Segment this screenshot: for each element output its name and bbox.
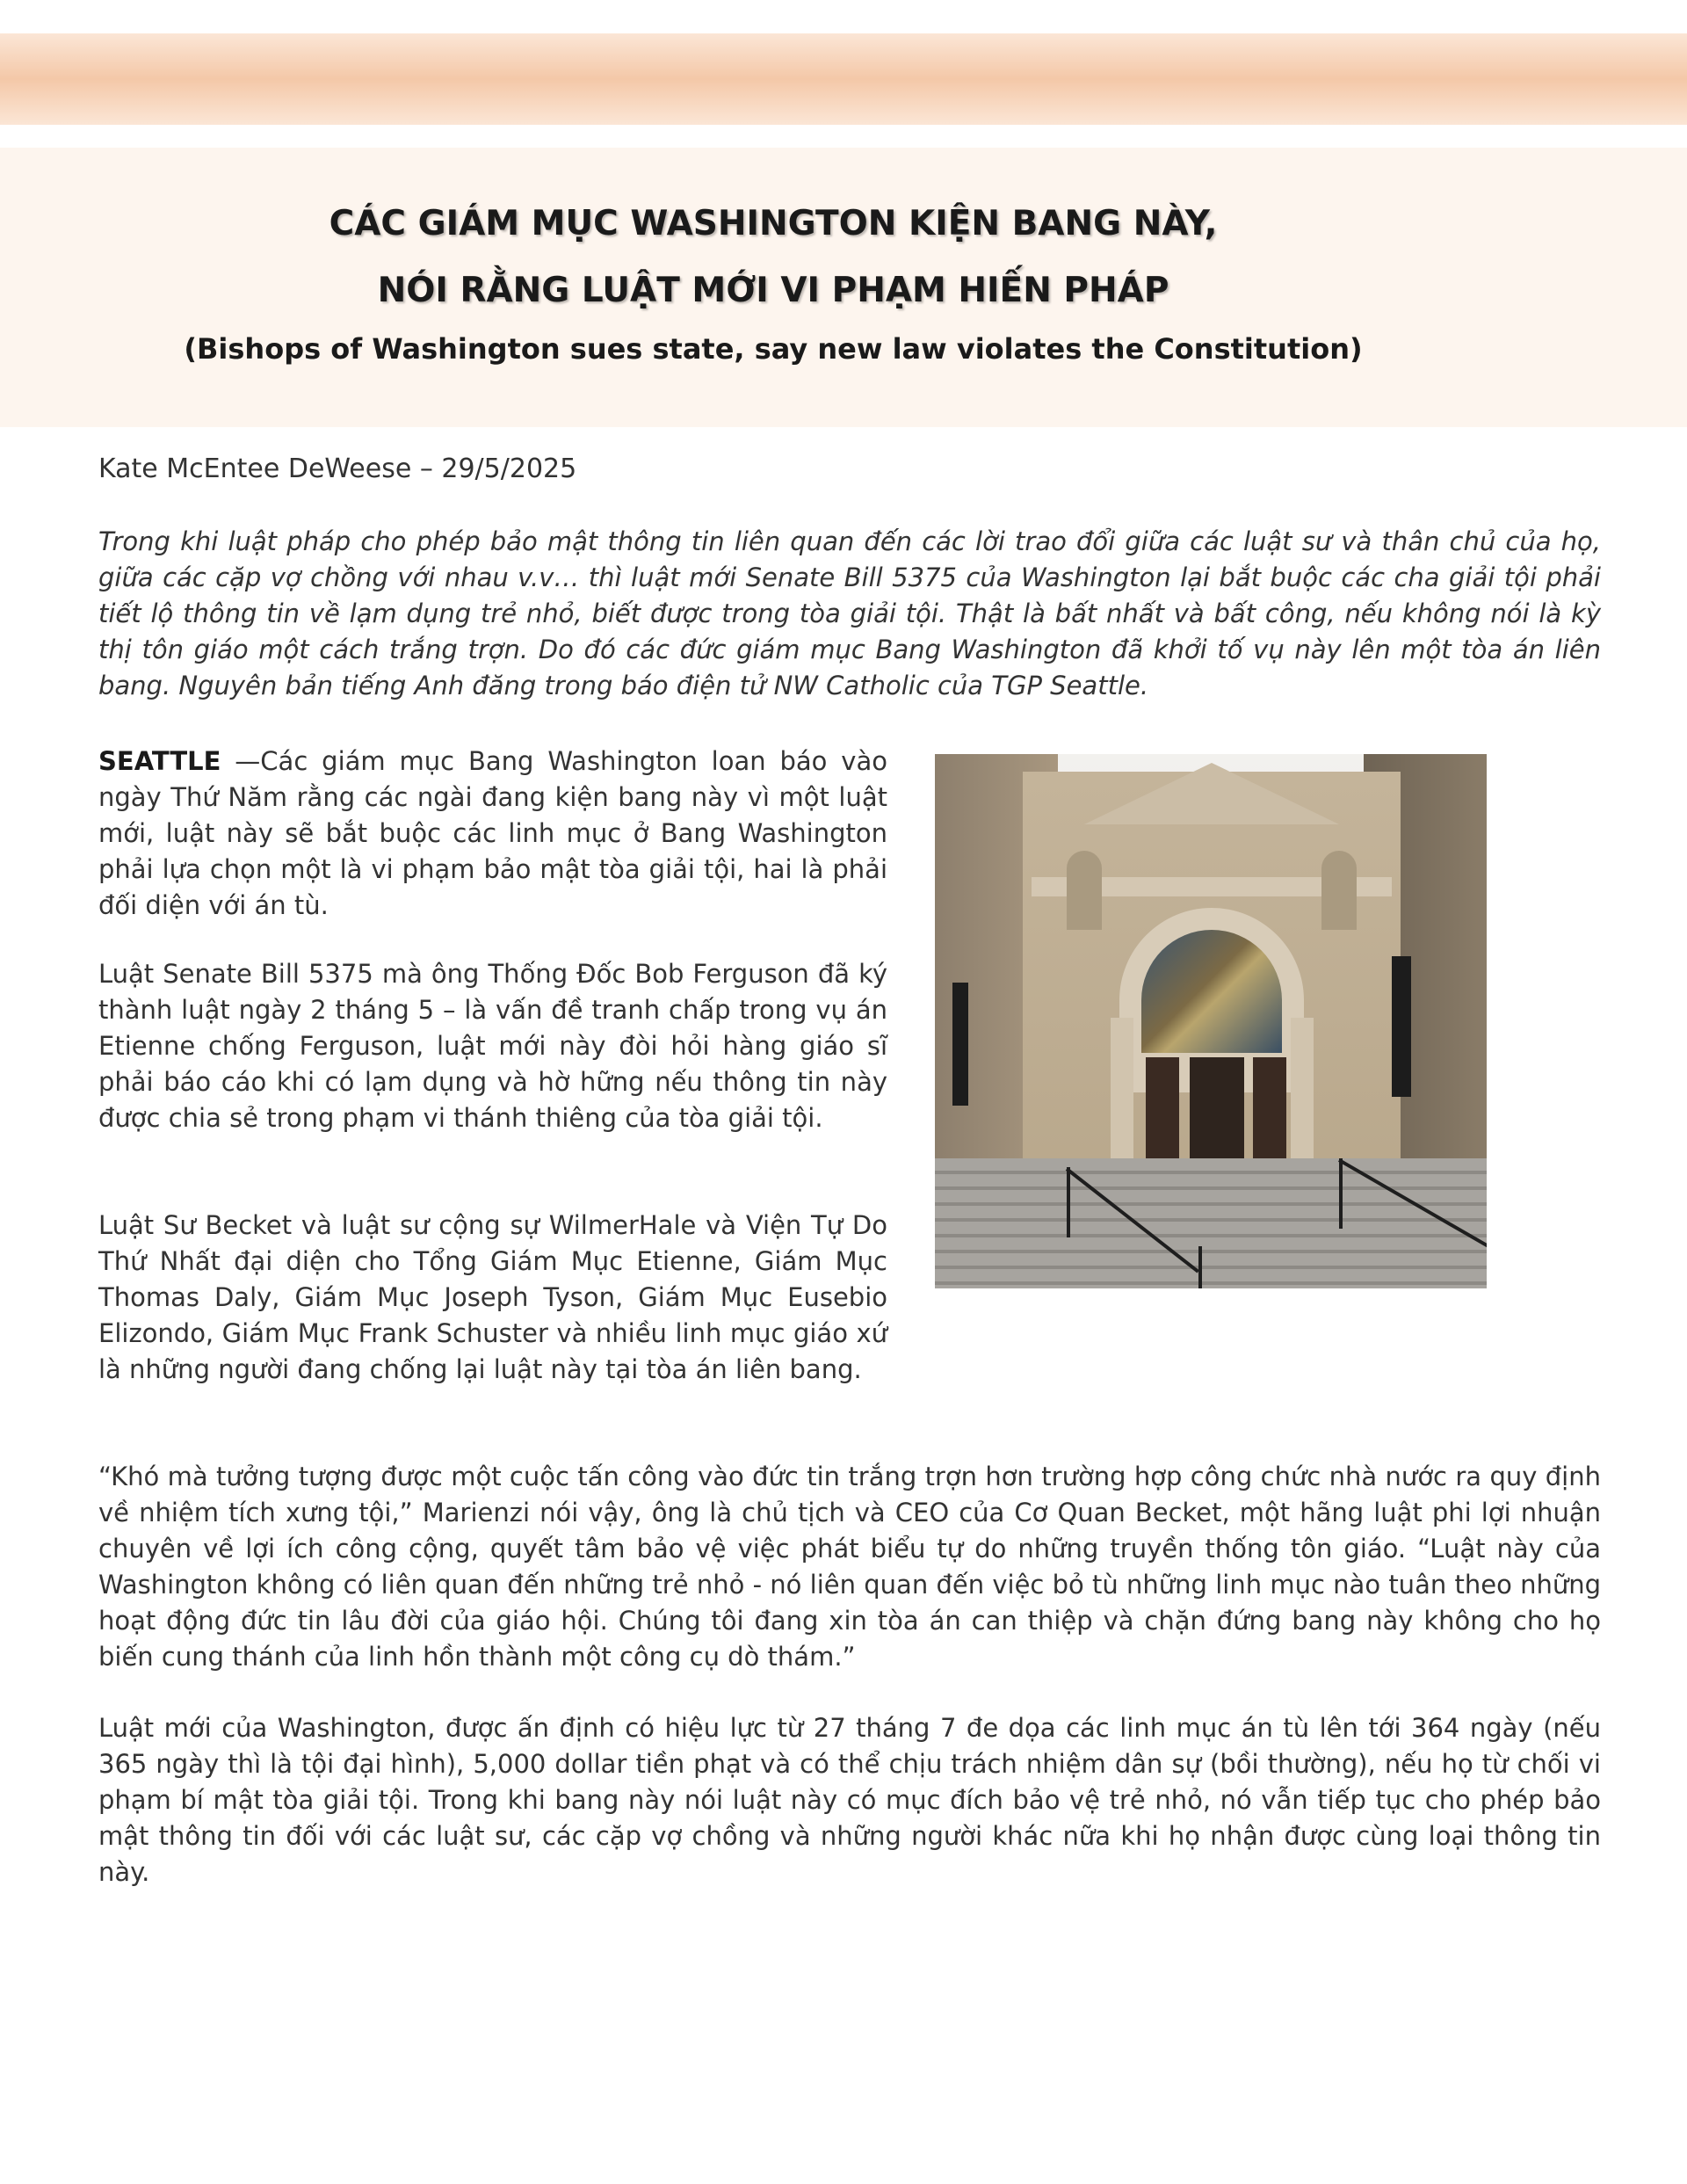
column bbox=[1291, 1018, 1314, 1158]
article-paragraph-3: Luật Sư Becket và luật sư cộng sự WilmerHale và Viện Tự Do Thứ Nhất đại diện cho Tổng Giám Mục Etienne, Giám Mục Thomas Daly, Giám Mục Joseph Tyson, Giám Mục Eusebio Elizondo, Giám Mục Frank Schuster và nhiều linh mục giáo xứ là những người đang chống lại luật này tại tòa án liên bang. bbox=[98, 1210, 887, 1384]
intro-paragraph: Trong khi luật pháp cho phép bảo mật thông tin liên quan đến các lời trao đổi giữa các luật sư và thân chủ của họ, giữa các cặp vợ chồng với nhau v.v… thì luật mới Senate Bill 5375 của Washington lại bắt buộc các cha giải tội phải tiết lộ thông tin về lạm dụng trẻ nhỏ, biết được trong tòa giải tội. Thật là bất nhất và bất công, nếu không nói là kỳ thị tôn giáo một cách trắng trợn. Do đó các đức giám mục Bang Washington đã khởi tố vụ này lên một tòa án liên bang. Nguyên bản tiếng Anh đăng trong báo điện tử NW Catholic của TGP Seattle. bbox=[98, 526, 1601, 700]
dateline-city: SEATTLE bbox=[98, 746, 221, 776]
column bbox=[1111, 1018, 1133, 1158]
handrail-post bbox=[1067, 1167, 1070, 1237]
article-paragraph-1 bbox=[98, 744, 887, 924]
headline-line-1: CÁC GIÁM MỤC WASHINGTON KIỆN BANG NÀY, bbox=[329, 204, 1218, 243]
byline: Kate McEntee DeWeese – 29/5/2025 bbox=[98, 453, 577, 484]
headline-translation: (Bishops of Washington sues state, say new law violates the Constitution) bbox=[184, 332, 1363, 366]
statue-niche-left bbox=[1067, 851, 1102, 930]
headline-line-2: NÓI RẰNG LUẬT MỚI VI PHẠM HIẾN PHÁP bbox=[377, 271, 1169, 310]
church-photo bbox=[935, 754, 1487, 1288]
front-steps bbox=[935, 1158, 1487, 1288]
door-left bbox=[1146, 1057, 1179, 1167]
statue-niche-right bbox=[1321, 851, 1357, 930]
handrail-post bbox=[1198, 1246, 1202, 1288]
article-paragraph-5: Luật mới của Washington, được ấn định có hiệu lực từ 27 tháng 7 đe dọa các linh mục án tù lên tới 364 ngày (nếu 365 ngày thì là tội đại hình), 5,000 dollar tiền phạt và có thể chịu trách nhiệm dân sự (bồi thường), nếu họ từ chối vi phạm bí mật tòa giải tội. Trong khi bang này nói luật này có mục đích bảo vệ trẻ nhỏ, nó vẫn tiếp tục cho phép bảo mật thông tin đối với các luật sư, các cặp vợ chồng và những người khác nữa khi họ nhận được cùng loại thông tin này. bbox=[98, 1713, 1601, 1887]
door-center bbox=[1190, 1057, 1244, 1167]
door-right bbox=[1253, 1057, 1286, 1167]
paragraph-1-text: —Các giám mục Bang Washington loan báo vào ngày Thứ Năm rằng các ngài đang kiện bang này vì một luật mới, luật này sẽ bắt buộc các linh mục ở Bang Washington phải lựa chọn một là vi phạm bảo mật tòa giải tội, hai là phải đối diện với án tù. bbox=[98, 746, 887, 920]
black-banner-left bbox=[952, 983, 968, 1106]
header-decorative-band bbox=[0, 33, 1687, 125]
article-paragraph-4: “Khó mà tưởng tượng được một cuộc tấn công vào đức tin trắng trợn hơn trường hợp công chức nhà nước ra quy định về nhiệm tích xưng tội,” Marienzi nói vậy, ông là chủ tịch và CEO của Cơ Quan Becket, một hãng luật phi lợi nhuận chuyên về lợi ích công cộng, quyết tâm bảo vệ việc phát biểu tự do những truyền thống tôn giáo. “Luật này của Washington không có liên quan đến những trẻ nhỏ - nó liên quan đến việc bỏ tù những linh mục nào tuân theo những hoạt động đức tin lâu đời của giáo hội. Chúng tôi đang xin tòa án can thiệp và chặn đứng bang này không cho họ biến cung thánh của linh hồn thành một công cụ dò thám.” bbox=[98, 1462, 1601, 1672]
handrail-post bbox=[1339, 1158, 1343, 1229]
black-banner-right bbox=[1392, 956, 1411, 1097]
article-paragraph-2: Luật Senate Bill 5375 mà ông Thống Đốc Bob Ferguson đã ký thành luật ngày 2 tháng 5 – là vấn đề tranh chấp trong vụ án Etienne chống Ferguson, luật mới này đòi hỏi hàng giáo sĩ phải báo cáo khi có lạm dụng và hờ hững nếu thông tin này được chia sẻ trong phạm vi thánh thiêng của tòa giải tội. bbox=[98, 959, 887, 1133]
